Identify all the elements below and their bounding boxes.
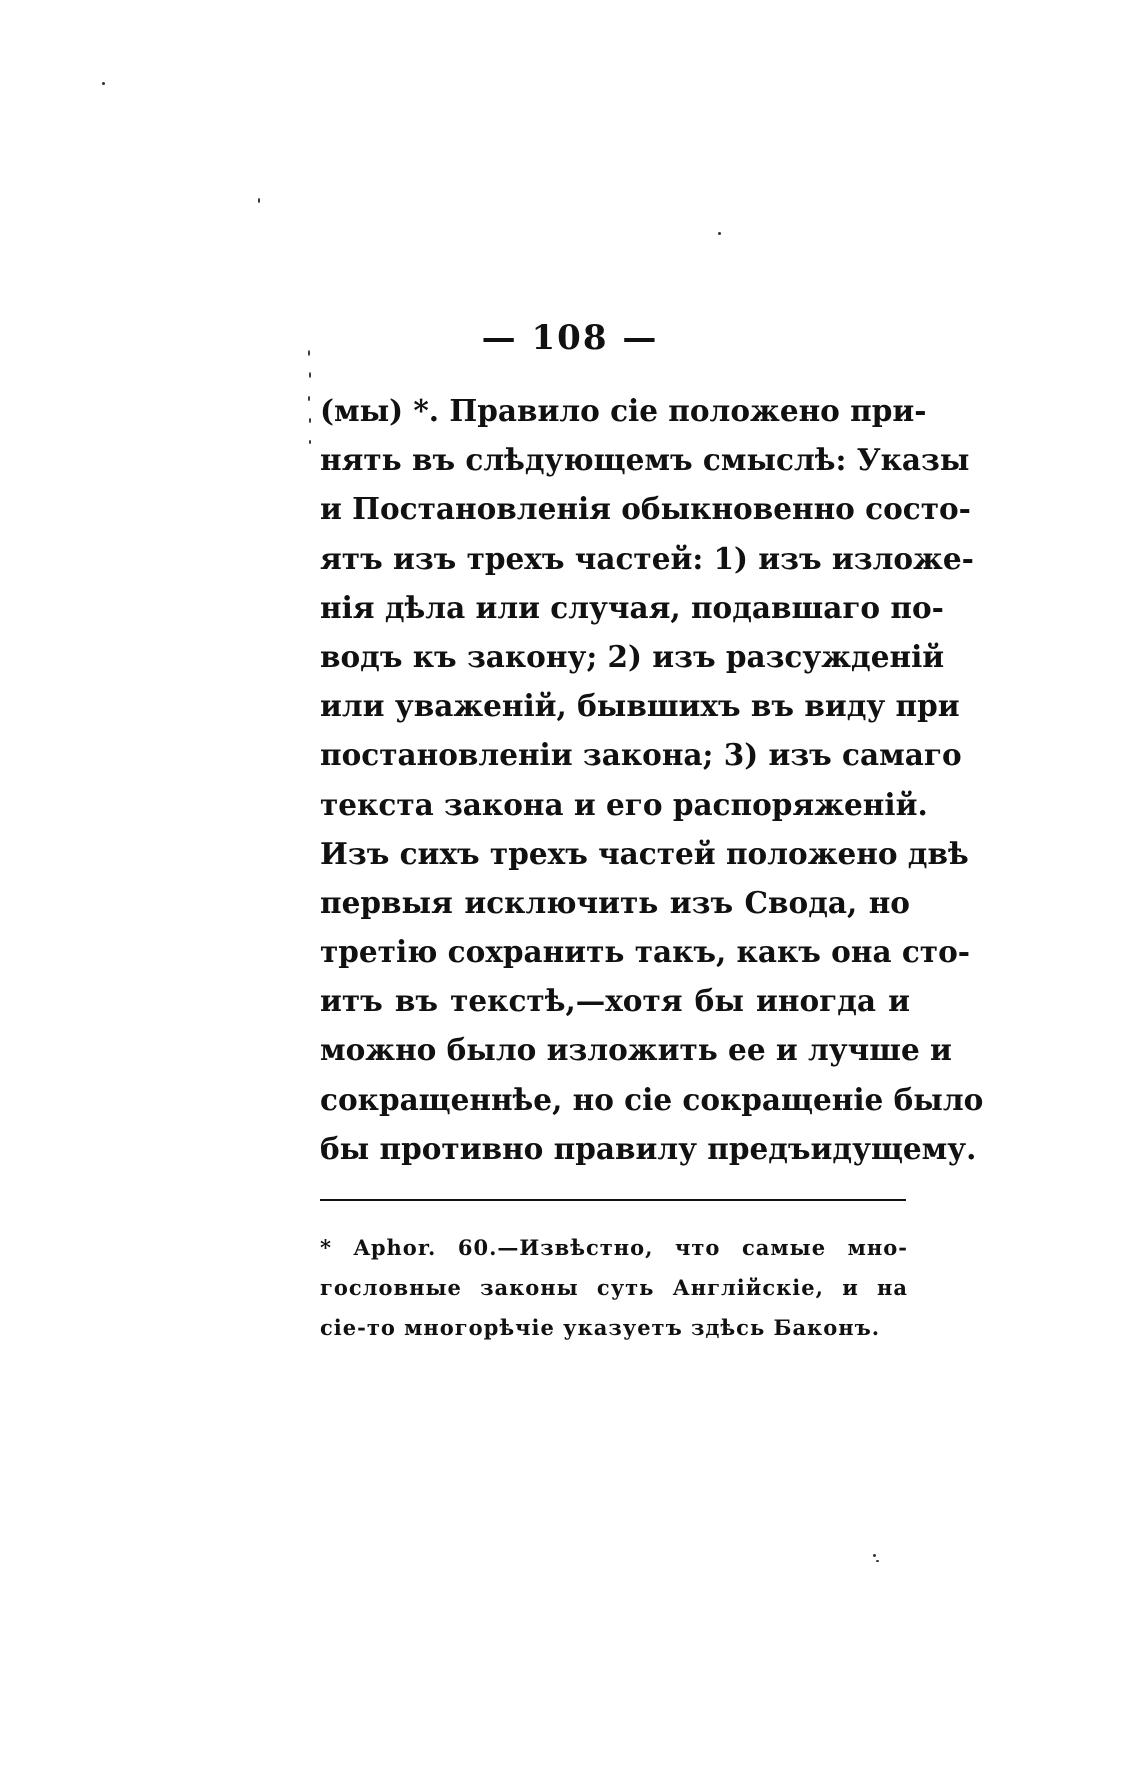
scan-speck bbox=[308, 396, 310, 401]
page-number: — 108 — bbox=[481, 318, 659, 358]
text-line: итъ въ текстѣ,—хотя бы иногда и bbox=[320, 983, 910, 1019]
footnote-divider bbox=[320, 1199, 906, 1201]
scan-speck bbox=[309, 372, 311, 378]
text-line: бы противно правилу предъидущему. bbox=[320, 1130, 977, 1166]
text-line: постановленіи закона; 3) изъ самаго bbox=[320, 737, 962, 773]
text-line: и Постановленія обыкновенно состо- bbox=[320, 491, 971, 527]
text-line: (мы) *. Правило сіе положено при- bbox=[320, 393, 927, 428]
footnote-line: гословные законы суть Англійскіе, и на bbox=[320, 1275, 908, 1300]
text-line: нять въ слѣдующемъ смыслѣ: Указы bbox=[320, 442, 970, 478]
text-line: сокращеннѣе, но сіе сокращеніе было bbox=[320, 1081, 984, 1117]
footnote-line: * Aphor. 60.—Извѣстно, что самые мно- bbox=[320, 1235, 908, 1260]
text-line: или уваженій, бывшихъ въ виду при bbox=[320, 688, 960, 724]
scan-speck bbox=[258, 198, 260, 203]
main-text bbox=[320, 386, 984, 1173]
text-line: нія дѣла или случая, подавшаго по- bbox=[320, 589, 944, 625]
text-line: можно было изложить ее и лучше и bbox=[320, 1032, 952, 1068]
scan-speck bbox=[718, 232, 721, 235]
text-line: Изъ сихъ трехъ частей положено двѣ bbox=[320, 835, 969, 871]
text-line: ятъ изъ трехъ частей: 1) изъ изложе- bbox=[320, 540, 974, 576]
text-line: водъ къ закону; 2) изъ разсужденій bbox=[320, 638, 945, 674]
scan-speck bbox=[876, 1560, 879, 1562]
text-line: третію сохранить такъ, какъ она сто- bbox=[320, 934, 970, 970]
text-line: первыя исключить изъ Свода, но bbox=[320, 884, 910, 920]
scan-speck bbox=[309, 418, 311, 423]
text-line: текста закона и его распоряженій. bbox=[320, 786, 928, 822]
scan-speck bbox=[102, 82, 105, 85]
footnote-line: сіе-то многорѣчіе указуетъ здѣсь Баконъ. bbox=[320, 1315, 881, 1340]
scan-speck bbox=[873, 1554, 876, 1557]
scan-speck bbox=[308, 350, 310, 356]
footnote bbox=[320, 1228, 908, 1348]
scan-speck bbox=[309, 440, 311, 444]
